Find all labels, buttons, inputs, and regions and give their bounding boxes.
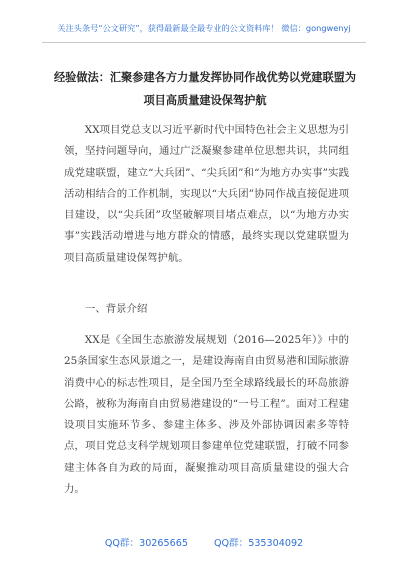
footer-qq-group-1: QQ群：30265665 [104,538,188,549]
background-paragraph: XX是《全国生态旅游发展规划（2016—2025年）》中的25条国家生态风景道之一，是建设海南自由贸易港和国际旅游消费中心的标志性项目，是全国乃至全球路线最长的环岛旅游公路，被称为海南自由贸易港建设的“一号工程”。面对工程建设项目实施环节多、参建主体多、涉及外部协调因素多等特点，项目党总支科学规划项目参建单位党建联盟，打破不同参建主体各自为政的局面，凝聚推动项目高质量建设的强大合力。 [64,334,349,496]
document-title: 经验做法：汇聚参建各方力量发挥协同作战优势以党建联盟为项目高质量建设保驾护航 [53,71,357,107]
footer-contact [40,535,368,549]
footer-qq-group-2: QQ群：535304092 [213,538,304,549]
header-divider [42,42,366,43]
section-heading-background: 一、背景介绍 [85,303,148,315]
header-promo-note: 关注头条号“公文研究”，获得最新最全最专业的公文资料库！ 微信：gongwenyj [57,23,351,33]
intro-paragraph: XX项目党总支以习近平新时代中国特色社会主义思想为引领，坚持问题导向，通过广泛凝聚参建单位思想共识，共同组成党建联盟，建立“大兵团”、“尖兵团”和“为地方办实事”实践活动相结合的工作机制，实现以“大兵团”协同作战直接促进项目建设，以“尖兵团”攻坚破解项目堵点难点，以“为地方办实事”实践活动增进与地方群众的情感，最终实现以党建联盟为项目高质量建设保驾护航。 [64,124,349,264]
